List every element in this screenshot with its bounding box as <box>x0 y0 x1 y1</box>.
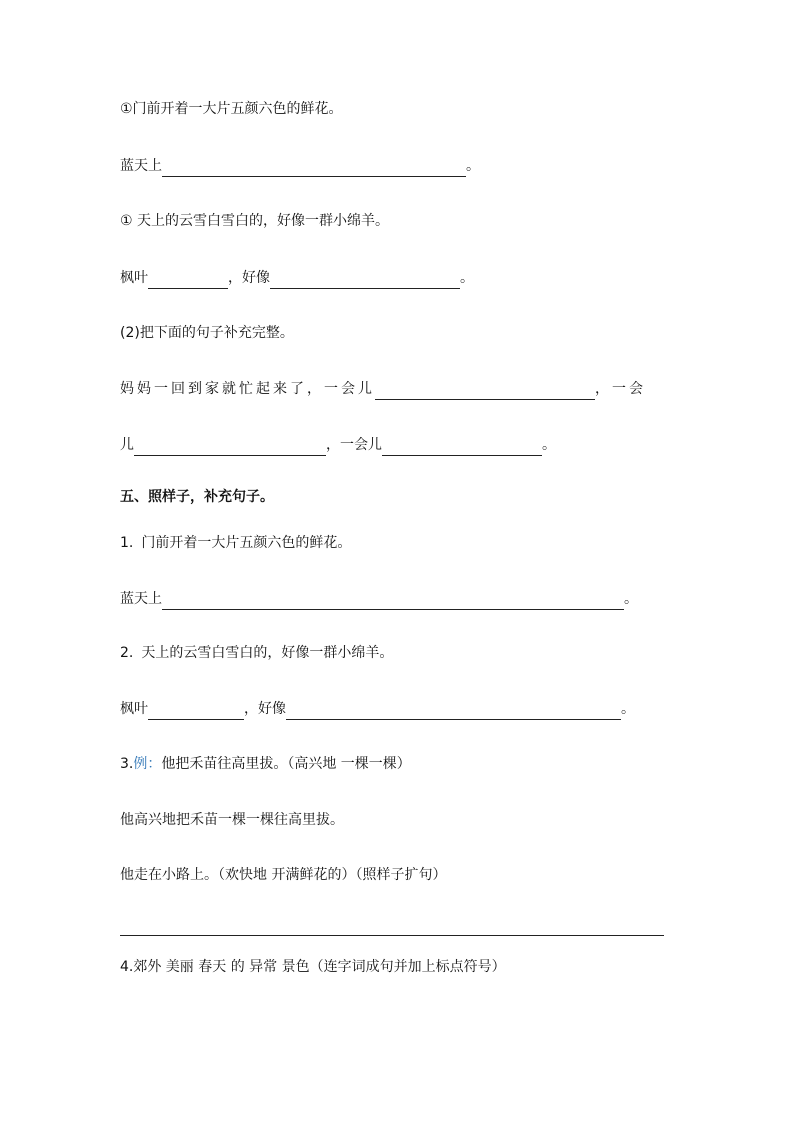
fill-line-maple-2 <box>120 698 635 720</box>
item-2 <box>120 642 393 664</box>
item-number: 1. <box>120 535 134 551</box>
answer-blank[interactable] <box>134 437 326 456</box>
answer-blank[interactable] <box>375 381 595 400</box>
answer-blank[interactable] <box>270 270 460 289</box>
period: 。 <box>466 158 480 174</box>
fill-line-sky-2 <box>120 588 638 610</box>
item-number: 4. <box>120 959 134 975</box>
answer-line[interactable] <box>120 935 664 936</box>
answer-blank[interactable] <box>148 701 244 720</box>
prompt-label: 枫叶 <box>120 701 148 717</box>
period: 。 <box>621 701 635 717</box>
item-text: 门前开着一大片五颜六色的鲜花。 <box>141 535 352 551</box>
example-sentence-2: ① 天上的云雪白雪白的，好像一群小绵羊。 <box>120 213 389 229</box>
period: 。 <box>460 270 474 286</box>
prompt-label: 儿 <box>120 437 134 453</box>
example-answer: 他高兴地把禾苗一棵一棵往高里拔。 <box>120 812 344 828</box>
section-heading: 五、照样子，补充句子。 <box>120 489 274 505</box>
item-4 <box>120 956 506 978</box>
item-3 <box>120 753 411 775</box>
fill-line-mom-1 <box>120 378 646 400</box>
connector-label: ，一会 <box>595 381 646 397</box>
fill-line-sky <box>120 155 480 177</box>
fill-line-maple <box>120 267 474 289</box>
example-sentence-1: ①门前开着一大片五颜六色的鲜花。 <box>120 101 343 117</box>
period: 。 <box>542 437 556 453</box>
connector-label: ，好像 <box>244 701 286 717</box>
period: 。 <box>624 591 638 607</box>
answer-blank[interactable] <box>162 158 466 177</box>
answer-blank[interactable] <box>382 437 542 456</box>
answer-blank[interactable] <box>286 701 621 720</box>
item-text: 天上的云雪白雪白的，好像一群小绵羊。 <box>141 645 394 661</box>
prompt-label: 枫叶 <box>120 270 148 286</box>
item-1 <box>120 532 351 554</box>
prompt-label: 妈妈一回到家就忙起来了，一会儿 <box>120 381 375 397</box>
example-label: 例： <box>133 756 162 772</box>
answer-blank[interactable] <box>162 591 624 610</box>
connector-label: ，好像 <box>228 270 270 286</box>
fill-line-mom-2 <box>120 434 556 456</box>
prompt-label: 蓝天上 <box>120 591 162 607</box>
item-number: 3. <box>120 756 134 772</box>
question-heading: (2)把下面的句子补充完整。 <box>120 325 294 341</box>
word-list: 郊外 美丽 春天 的 异常 景色（连字词成句并加上标点符号） <box>133 959 506 975</box>
expansion-task: 他走在小路上。（欢快地 开满鲜花的）（照样子扩句） <box>120 867 447 883</box>
item-text: 他把禾苗往高里拔。（高兴地 一棵一棵） <box>161 756 411 772</box>
connector-label: ，一会儿 <box>326 437 382 453</box>
answer-blank[interactable] <box>148 270 228 289</box>
prompt-label: 蓝天上 <box>120 158 162 174</box>
item-number: 2. <box>120 645 134 661</box>
